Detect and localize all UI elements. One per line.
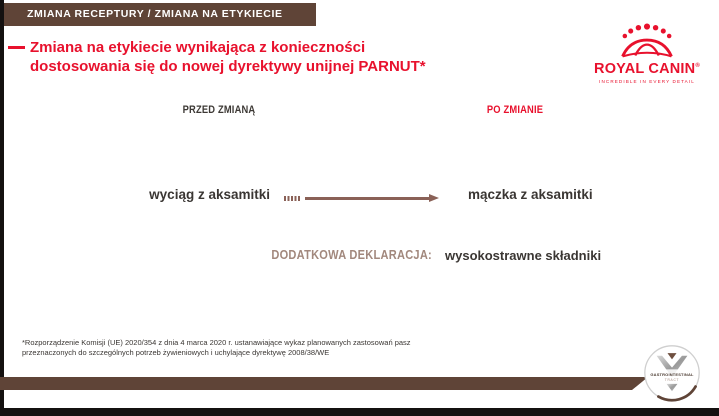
registered-mark: ® bbox=[695, 63, 700, 70]
left-edge-strip bbox=[0, 0, 4, 416]
page-title-line2: dostosowania się do nowej dyrektywy unijnej PARNUT* bbox=[30, 58, 426, 75]
kicker-bar bbox=[4, 3, 316, 26]
brand-tagline: INCREDIBLE IN EVERY DETAIL bbox=[599, 79, 695, 84]
badge-line1: GASTROINTESTINAL bbox=[650, 372, 694, 378]
arrow-dashes bbox=[284, 196, 301, 201]
bottom-brown-band bbox=[0, 377, 648, 390]
arrow-line bbox=[305, 197, 429, 200]
bottom-black-bar bbox=[0, 408, 719, 416]
footnote-line1: *Rozporządzenie Komisji (UE) 2020/354 z dnia 4 marca 2020 r. ustanawiające wykaz planowanych zastosowań pasz bbox=[22, 338, 411, 347]
gastrointestinal-badge bbox=[643, 344, 701, 402]
after-ingredient: mączka z aksamitki bbox=[468, 187, 593, 202]
crown-icon bbox=[618, 22, 676, 60]
brand-name-text: ROYAL CANIN bbox=[594, 61, 696, 77]
page-title-line1: Zmiana na etykiecie wynikająca z konieczności bbox=[30, 39, 366, 56]
declaration-value: wysokostrawne składniki bbox=[445, 248, 602, 263]
brand-logo bbox=[585, 22, 709, 84]
before-column-header: PRZED ZMIANĄ bbox=[182, 104, 256, 116]
brand-name bbox=[585, 61, 709, 77]
declaration-label: DODATKOWA DEKLARACJA: bbox=[271, 247, 432, 262]
after-column-header: PO ZMIANIE bbox=[486, 104, 544, 116]
badge-line2: TRACT bbox=[664, 378, 680, 383]
footnote bbox=[22, 338, 422, 357]
arrow-head bbox=[429, 194, 439, 202]
page-title bbox=[30, 38, 470, 76]
kicker-text: ZMIANA RECEPTURY / ZMIANA NA ETYKIECIE bbox=[27, 8, 283, 20]
change-arrow-icon bbox=[284, 192, 439, 204]
before-ingredient: wyciąg z aksamitki bbox=[149, 187, 270, 202]
footnote-line2: przeznaczonych do szczególnych potrzeb żywieniowych i uchylające dyrektywę 2008/38/WE bbox=[22, 347, 330, 357]
headline-dash bbox=[8, 46, 25, 49]
